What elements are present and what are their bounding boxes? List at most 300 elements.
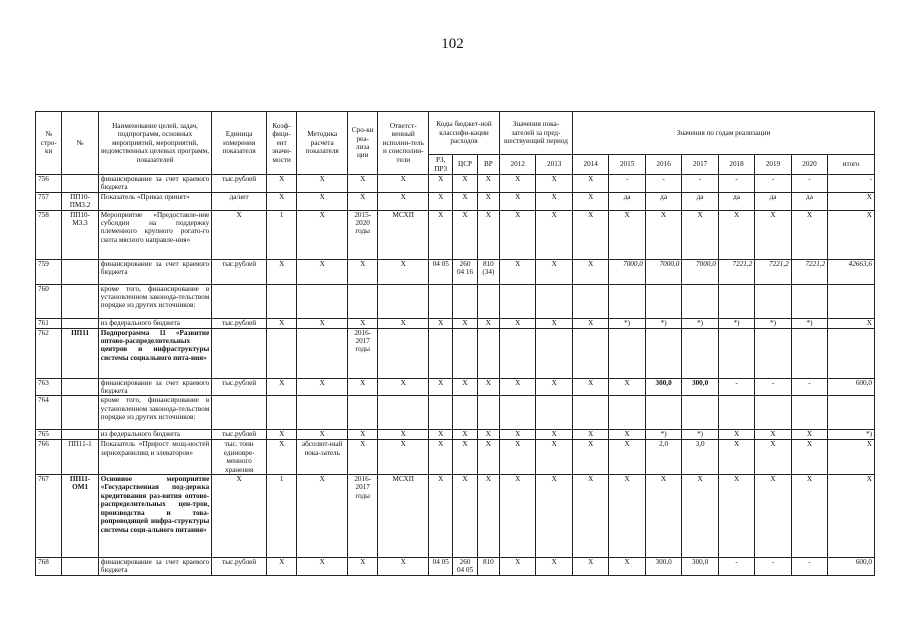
cell-name: кроме того, финансирование в установленном законода-тельством порядке из других источников:: [98, 396, 211, 430]
cell-y2017: 300,0: [682, 558, 718, 576]
cell-y2014: Х: [572, 430, 608, 440]
cell-vr: 810 (34): [477, 259, 499, 284]
cell-term: 2016-2017 годы: [348, 475, 378, 558]
cell-total: -: [828, 175, 875, 193]
cell-method: Х: [297, 259, 348, 284]
cell-y2016: *): [645, 430, 681, 440]
cell-y2012: Х: [499, 430, 535, 440]
cell-method: Х: [297, 378, 348, 396]
cell-y2013: Х: [536, 558, 572, 576]
cell-coef: Х: [266, 175, 296, 193]
header-2013: 2013: [536, 155, 572, 175]
cell-name: Показатель «Прирост мощ-ностей зернохранилищ и элеваторов»: [98, 440, 211, 475]
cell-y2014: Х: [572, 440, 608, 475]
cell-y2014: [572, 284, 608, 318]
cell-term: Х: [348, 192, 378, 210]
cell-y2020: да: [791, 192, 827, 210]
cell-num: 758: [36, 210, 62, 259]
header-budget-codes: Коды бюджет-ной классифи-кации расходов: [429, 112, 500, 155]
cell-y2017: 300,0: [682, 378, 718, 396]
cell-rz: Х: [429, 430, 453, 440]
header-method: Методика расчета показателя: [297, 112, 348, 175]
cell-name: финансирование за счет краевого бюджета: [98, 378, 211, 396]
cell-y2013: Х: [536, 210, 572, 259]
cell-y2015: Х: [609, 440, 645, 475]
cell-vr: Х: [477, 318, 499, 328]
cell-y2012: Х: [499, 558, 535, 576]
cell-unit: Х: [212, 475, 267, 558]
cell-name: Подпрограмма 11 «Развитие оптово-распределительных центров и инфраструктуры системы социального пита-ния»: [98, 328, 211, 378]
cell-csr: [453, 284, 477, 318]
cell-y2012: [499, 284, 535, 318]
cell-y2013: Х: [536, 175, 572, 193]
program-table: [35, 111, 875, 576]
cell-y2016: 7000,0: [645, 259, 681, 284]
cell-y2017: 3,0: [682, 440, 718, 475]
cell-y2015: Х: [609, 430, 645, 440]
cell-y2015: [609, 328, 645, 378]
cell-y2016: Х: [645, 475, 681, 558]
cell-name: из федерального бюджета: [98, 430, 211, 440]
cell-rz: Х: [429, 192, 453, 210]
cell-csr: Х: [453, 318, 477, 328]
cell-num: 759: [36, 259, 62, 284]
cell-y2014: Х: [572, 259, 608, 284]
cell-y2019: да: [755, 192, 791, 210]
cell-y2018: Х: [718, 430, 754, 440]
cell-unit: тыс.рублей: [212, 378, 267, 396]
header-vr: ВР: [477, 155, 499, 175]
cell-y2017: [682, 284, 718, 318]
header-2018: 2018: [718, 155, 754, 175]
table-row: [36, 328, 875, 378]
cell-y2016: [645, 396, 681, 430]
cell-csr: Х: [453, 378, 477, 396]
header-code: №: [62, 112, 98, 175]
table-row: [36, 430, 875, 440]
cell-y2020: -: [791, 378, 827, 396]
cell-csr: 260 04 05: [453, 558, 477, 576]
cell-method: Х: [297, 430, 348, 440]
cell-rz: [429, 328, 453, 378]
header-2017: 2017: [682, 155, 718, 175]
cell-term: Х: [348, 378, 378, 396]
table-header: [36, 112, 875, 175]
cell-resp: МСХП: [378, 475, 429, 558]
cell-y2019: Х: [755, 430, 791, 440]
cell-y2019: [755, 284, 791, 318]
cell-y2015: Х: [609, 475, 645, 558]
table-row: [36, 192, 875, 210]
cell-total: [828, 328, 875, 378]
cell-y2015: *): [609, 318, 645, 328]
table-row: [36, 175, 875, 193]
cell-name: Основное мероприятие «Государственная под-держка кредитования раз-вития оптово-распределительных цен-тров, производства и това-ропроводящей инфра-структуры системы соци-ального питания»: [98, 475, 211, 558]
cell-code: [62, 318, 98, 328]
cell-resp: [378, 284, 429, 318]
cell-num: 768: [36, 558, 62, 576]
cell-coef: Х: [266, 259, 296, 284]
cell-unit: тыс.рублей: [212, 259, 267, 284]
cell-rz: Х: [429, 210, 453, 259]
cell-coef: Х: [266, 558, 296, 576]
cell-resp: Х: [378, 440, 429, 475]
table-row: [36, 378, 875, 396]
cell-y2012: Х: [499, 440, 535, 475]
cell-y2019: -: [755, 558, 791, 576]
cell-y2019: Х: [755, 210, 791, 259]
cell-unit: да/нет: [212, 192, 267, 210]
cell-csr: Х: [453, 475, 477, 558]
cell-code: [62, 430, 98, 440]
cell-y2018: 7221,2: [718, 259, 754, 284]
table-row: [36, 259, 875, 284]
cell-vr: [477, 284, 499, 318]
cell-y2015: [609, 396, 645, 430]
cell-resp: Х: [378, 175, 429, 193]
cell-y2015: Х: [609, 210, 645, 259]
cell-name: кроме того, финансирование в установленном законода-тельством порядке из других источников:: [98, 284, 211, 318]
cell-rz: 04 05: [429, 259, 453, 284]
cell-y2019: [755, 396, 791, 430]
header-previous-period: Значения пока-зателей за пред-шествующий период: [499, 112, 572, 155]
cell-code: [62, 396, 98, 430]
cell-resp: [378, 396, 429, 430]
cell-rz: Х: [429, 378, 453, 396]
cell-y2017: -: [682, 175, 718, 193]
cell-y2014: [572, 396, 608, 430]
header-term: Сро-ки реа-лиза ции: [348, 112, 378, 175]
header-name: Наименование целей, задач, подпрограмм, основных мероприятий, мероприятий, ведомственных целевых программ, показателей: [98, 112, 211, 175]
cell-y2017: *): [682, 430, 718, 440]
cell-unit: тыс.рублей: [212, 558, 267, 576]
cell-y2014: Х: [572, 192, 608, 210]
cell-rz: Х: [429, 175, 453, 193]
cell-code: [62, 284, 98, 318]
cell-y2020: Х: [791, 430, 827, 440]
cell-y2017: [682, 328, 718, 378]
cell-rz: [429, 284, 453, 318]
cell-y2017: 7000,0: [682, 259, 718, 284]
cell-y2018: -: [718, 175, 754, 193]
cell-term: Х: [348, 430, 378, 440]
cell-method: Х: [297, 558, 348, 576]
cell-csr: Х: [453, 210, 477, 259]
cell-total: Х: [828, 210, 875, 259]
header-rz: РЗ, ПР3: [429, 155, 453, 175]
cell-total: 600,0: [828, 558, 875, 576]
table-row: [36, 558, 875, 576]
table-row: [36, 210, 875, 259]
cell-coef: Х: [266, 318, 296, 328]
cell-method: Х: [297, 175, 348, 193]
cell-y2018: Х: [718, 475, 754, 558]
cell-y2012: [499, 396, 535, 430]
cell-method: Х: [297, 192, 348, 210]
cell-y2017: Х: [682, 475, 718, 558]
cell-y2014: Х: [572, 210, 608, 259]
cell-vr: 810: [477, 558, 499, 576]
cell-y2012: Х: [499, 192, 535, 210]
cell-csr: Х: [453, 192, 477, 210]
page-number: 102: [441, 36, 464, 52]
cell-y2012: Х: [499, 210, 535, 259]
cell-coef: [266, 328, 296, 378]
cell-total: Х: [828, 192, 875, 210]
cell-y2018: Х: [718, 440, 754, 475]
cell-rz: Х: [429, 440, 453, 475]
cell-y2016: 300,0: [645, 378, 681, 396]
cell-y2013: [536, 396, 572, 430]
cell-total: [828, 396, 875, 430]
header-csr: ЦСР: [453, 155, 477, 175]
cell-resp: Х: [378, 378, 429, 396]
cell-coef: Х: [266, 192, 296, 210]
cell-y2020: Х: [791, 440, 827, 475]
cell-y2020: [791, 284, 827, 318]
cell-y2020: *): [791, 318, 827, 328]
cell-y2018: [718, 396, 754, 430]
cell-y2012: Х: [499, 259, 535, 284]
header-2012: 2012: [499, 155, 535, 175]
cell-y2020: Х: [791, 475, 827, 558]
cell-y2018: *): [718, 318, 754, 328]
cell-coef: [266, 284, 296, 318]
cell-name: финансирование за счет краевого бюджета: [98, 558, 211, 576]
cell-total: [828, 284, 875, 318]
cell-y2016: 300,0: [645, 558, 681, 576]
cell-y2015: Х: [609, 378, 645, 396]
cell-y2012: Х: [499, 475, 535, 558]
cell-code: ПП11-ОМ1: [62, 475, 98, 558]
cell-code: [62, 175, 98, 193]
cell-code: [62, 259, 98, 284]
cell-y2014: Х: [572, 558, 608, 576]
header-unit: Единица измерения показателя: [212, 112, 267, 175]
cell-y2020: -: [791, 175, 827, 193]
cell-name: финансирование за счет краевого бюджета: [98, 175, 211, 193]
cell-y2015: Х: [609, 558, 645, 576]
cell-y2019: -: [755, 175, 791, 193]
cell-code: ПП10-ПМ3.2: [62, 192, 98, 210]
cell-unit: [212, 396, 267, 430]
cell-y2017: Х: [682, 210, 718, 259]
cell-unit: тыс.рублей: [212, 430, 267, 440]
cell-vr: [477, 396, 499, 430]
cell-term: [348, 396, 378, 430]
cell-method: Х: [297, 318, 348, 328]
cell-y2020: [791, 396, 827, 430]
cell-csr: [453, 328, 477, 378]
cell-y2014: [572, 328, 608, 378]
cell-num: 767: [36, 475, 62, 558]
cell-total: 600,0: [828, 378, 875, 396]
table-row: [36, 475, 875, 558]
cell-y2013: Х: [536, 475, 572, 558]
cell-coef: Х: [266, 440, 296, 475]
cell-method: абсолют-ный пока-затель: [297, 440, 348, 475]
cell-num: 764: [36, 396, 62, 430]
cell-term: Х: [348, 318, 378, 328]
cell-unit: тыс.рублей: [212, 318, 267, 328]
cell-y2019: 7221,2: [755, 259, 791, 284]
cell-y2018: [718, 284, 754, 318]
cell-y2013: Х: [536, 378, 572, 396]
cell-y2013: [536, 328, 572, 378]
cell-y2019: -: [755, 378, 791, 396]
cell-term: Х: [348, 175, 378, 193]
header-coef: Коэф-фици-ент значи-мости: [266, 112, 296, 175]
cell-vr: Х: [477, 475, 499, 558]
cell-name: Показатель «Приказ принят»: [98, 192, 211, 210]
cell-unit: [212, 284, 267, 318]
cell-coef: 1: [266, 210, 296, 259]
cell-vr: Х: [477, 175, 499, 193]
cell-method: [297, 396, 348, 430]
cell-y2018: да: [718, 192, 754, 210]
cell-coef: [266, 396, 296, 430]
cell-resp: Х: [378, 259, 429, 284]
cell-y2016: Х: [645, 210, 681, 259]
cell-y2019: Х: [755, 475, 791, 558]
cell-resp: МСХП: [378, 210, 429, 259]
cell-y2013: Х: [536, 259, 572, 284]
cell-y2016: да: [645, 192, 681, 210]
header-2016: 2016: [645, 155, 681, 175]
cell-y2019: *): [755, 318, 791, 328]
cell-y2016: 2,0: [645, 440, 681, 475]
cell-term: 2016-2017 годы: [348, 328, 378, 378]
cell-term: Х: [348, 558, 378, 576]
cell-y2014: Х: [572, 378, 608, 396]
header-2014: 2014: [572, 155, 608, 175]
cell-y2016: [645, 284, 681, 318]
header-2020: 2020: [791, 155, 827, 175]
cell-rz: Х: [429, 475, 453, 558]
cell-y2017: да: [682, 192, 718, 210]
cell-y2020: Х: [791, 210, 827, 259]
table-row: [36, 284, 875, 318]
cell-resp: Х: [378, 430, 429, 440]
cell-unit: Х: [212, 210, 267, 259]
cell-coef: 1: [266, 475, 296, 558]
cell-y2013: Х: [536, 430, 572, 440]
cell-y2013: Х: [536, 440, 572, 475]
table-row: [36, 440, 875, 475]
cell-y2018: [718, 328, 754, 378]
cell-csr: 260 04 16: [453, 259, 477, 284]
cell-code: ПП10-М3.3: [62, 210, 98, 259]
cell-method: Х: [297, 475, 348, 558]
cell-unit: [212, 328, 267, 378]
cell-unit: тыс.рублей: [212, 175, 267, 193]
cell-resp: Х: [378, 192, 429, 210]
table-row: [36, 396, 875, 430]
cell-method: Х: [297, 210, 348, 259]
cell-total: Х: [828, 475, 875, 558]
cell-vr: Х: [477, 440, 499, 475]
cell-coef: Х: [266, 378, 296, 396]
cell-resp: [378, 328, 429, 378]
cell-resp: Х: [378, 558, 429, 576]
cell-y2019: Х: [755, 440, 791, 475]
table-row: [36, 318, 875, 328]
cell-code: ПП11-1: [62, 440, 98, 475]
cell-y2017: [682, 396, 718, 430]
header-years: Значения по годам реализации: [572, 112, 874, 155]
cell-y2016: -: [645, 175, 681, 193]
cell-y2015: -: [609, 175, 645, 193]
cell-y2012: Х: [499, 378, 535, 396]
cell-name: Мероприятие «Предоставле-ние субсидии на поддержку племенного крупного рогато-го скота мясного направле-ния»: [98, 210, 211, 259]
cell-code: [62, 558, 98, 576]
cell-y2014: Х: [572, 318, 608, 328]
cell-term: 2015-2020 годы: [348, 210, 378, 259]
cell-y2015: да: [609, 192, 645, 210]
cell-method: [297, 284, 348, 318]
cell-rz: 04 05: [429, 558, 453, 576]
cell-name: финансирование за счет краевого бюджета: [98, 259, 211, 284]
cell-y2012: Х: [499, 318, 535, 328]
cell-y2014: Х: [572, 475, 608, 558]
header-rownum: № стро-ки: [36, 112, 62, 175]
cell-num: 761: [36, 318, 62, 328]
cell-total: Х: [828, 318, 875, 328]
cell-vr: Х: [477, 430, 499, 440]
cell-csr: [453, 396, 477, 430]
cell-term: Х: [348, 259, 378, 284]
cell-name: из федерального бюджета: [98, 318, 211, 328]
cell-y2018: -: [718, 558, 754, 576]
cell-term: Х: [348, 440, 378, 475]
cell-num: 765: [36, 430, 62, 440]
cell-coef: Х: [266, 430, 296, 440]
table-body: [36, 175, 875, 576]
cell-csr: Х: [453, 430, 477, 440]
cell-y2013: [536, 284, 572, 318]
cell-y2012: [499, 328, 535, 378]
cell-y2020: [791, 328, 827, 378]
cell-num: 757: [36, 192, 62, 210]
cell-rz: Х: [429, 318, 453, 328]
cell-rz: [429, 396, 453, 430]
cell-y2018: Х: [718, 210, 754, 259]
cell-y2012: Х: [499, 175, 535, 193]
cell-y2013: Х: [536, 192, 572, 210]
header-total: итого: [828, 155, 875, 175]
cell-y2018: -: [718, 378, 754, 396]
cell-y2015: 7000,0: [609, 259, 645, 284]
cell-total: *): [828, 430, 875, 440]
cell-num: 762: [36, 328, 62, 378]
cell-vr: [477, 328, 499, 378]
cell-code: [62, 378, 98, 396]
cell-csr: Х: [453, 175, 477, 193]
cell-vr: Х: [477, 210, 499, 259]
cell-vr: Х: [477, 192, 499, 210]
cell-term: [348, 284, 378, 318]
cell-unit: тыс. тонн единовре-менного хранения: [212, 440, 267, 475]
header-2019: 2019: [755, 155, 791, 175]
cell-y2017: *): [682, 318, 718, 328]
cell-y2020: -: [791, 558, 827, 576]
cell-y2016: [645, 328, 681, 378]
cell-y2020: 7221,2: [791, 259, 827, 284]
header-2015: 2015: [609, 155, 645, 175]
cell-num: 760: [36, 284, 62, 318]
cell-y2019: [755, 328, 791, 378]
cell-csr: Х: [453, 440, 477, 475]
